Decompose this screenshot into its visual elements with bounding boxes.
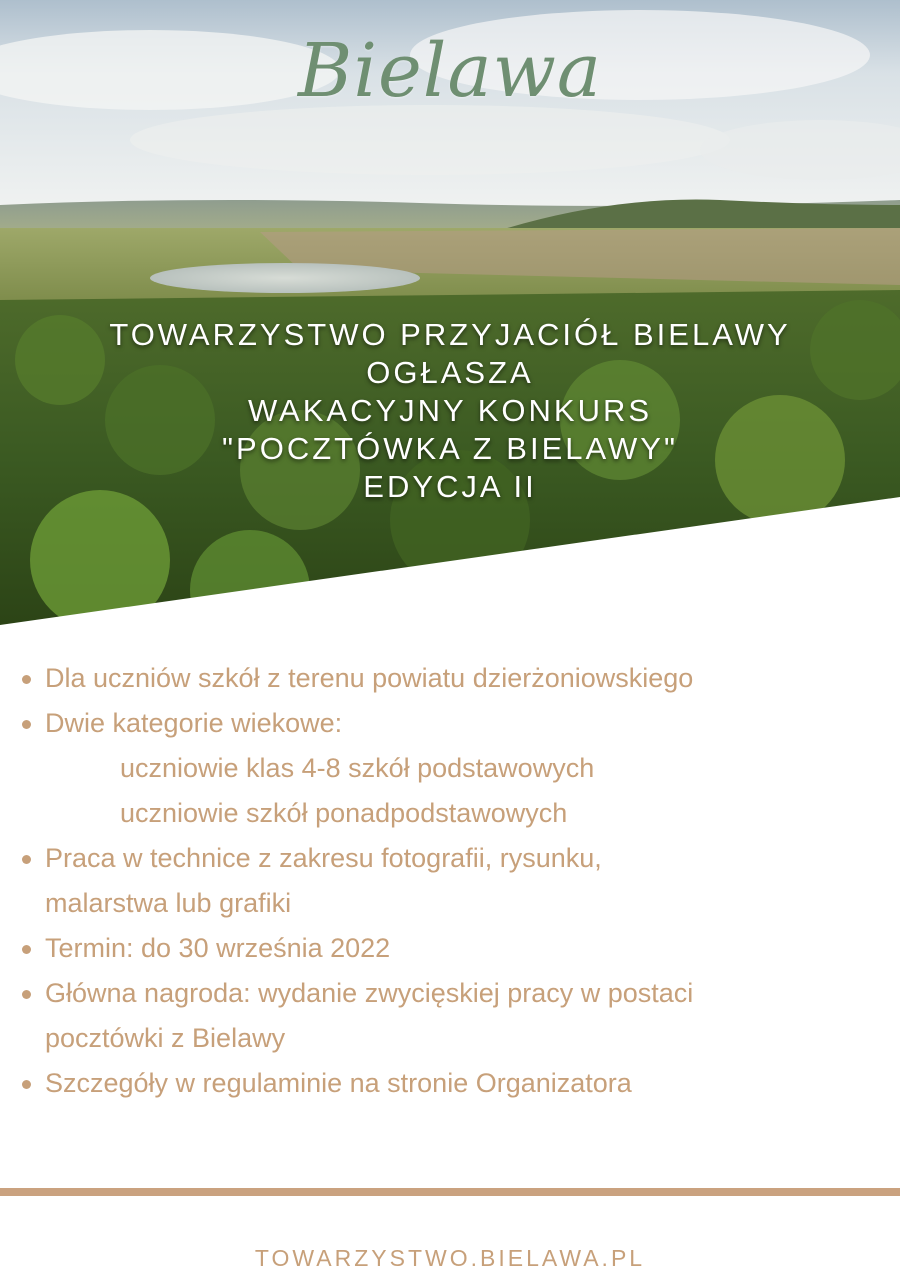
detail-item-rules [0,1061,900,1106]
headline-line: TOWARZYSTWO PRZYJACIÓŁ BIELAWY [109,317,791,352]
headline-line: OGŁASZA [366,355,534,390]
footer-website-link[interactable]: TOWARZYSTWO.BIELAWA.PL [254,1245,646,1271]
detail-text: Główna nagroda: wydanie zwycięskiej pracy w postaci [45,978,694,1008]
detail-text: Szczegóły w regulaminie na stronie Organizatora [45,1068,632,1098]
detail-text: Praca w technice z zakresu fotografii, rysunku, [45,843,602,873]
detail-continuation [0,1016,900,1061]
detail-item-prize [0,971,900,1016]
hero-banner [0,0,900,625]
detail-item-eligibility [0,656,900,701]
detail-item-age-categories [0,701,900,746]
divider [0,1188,900,1196]
detail-text: uczniowie szkół ponadpodstawowych [120,798,568,828]
detail-text: Termin: do 30 września 2022 [45,933,391,963]
announcement-headline [0,316,900,506]
headline-line: EDYCJA II [363,469,537,504]
detail-text: uczniowie klas 4-8 szkół podstawowych [120,753,595,783]
detail-text: pocztówki z Bielawy [45,1023,286,1053]
detail-item-technique [0,836,900,881]
detail-text: malarstwa lub grafiki [45,888,292,918]
script-title: Bielawa [297,28,603,114]
detail-item-deadline [0,926,900,971]
headline-line: "POCZTÓWKA Z BIELAWY" [222,431,678,466]
detail-continuation [0,881,900,926]
headline-line: WAKACYJNY KONKURS [247,393,653,428]
detail-subitem [0,746,900,791]
detail-text: Dwie kategorie wiekowe: [45,708,343,738]
contest-details-list [0,656,900,1106]
detail-subitem [0,791,900,836]
detail-text: Dla uczniów szkół z terenu powiatu dzierżoniowskiego [45,663,694,693]
